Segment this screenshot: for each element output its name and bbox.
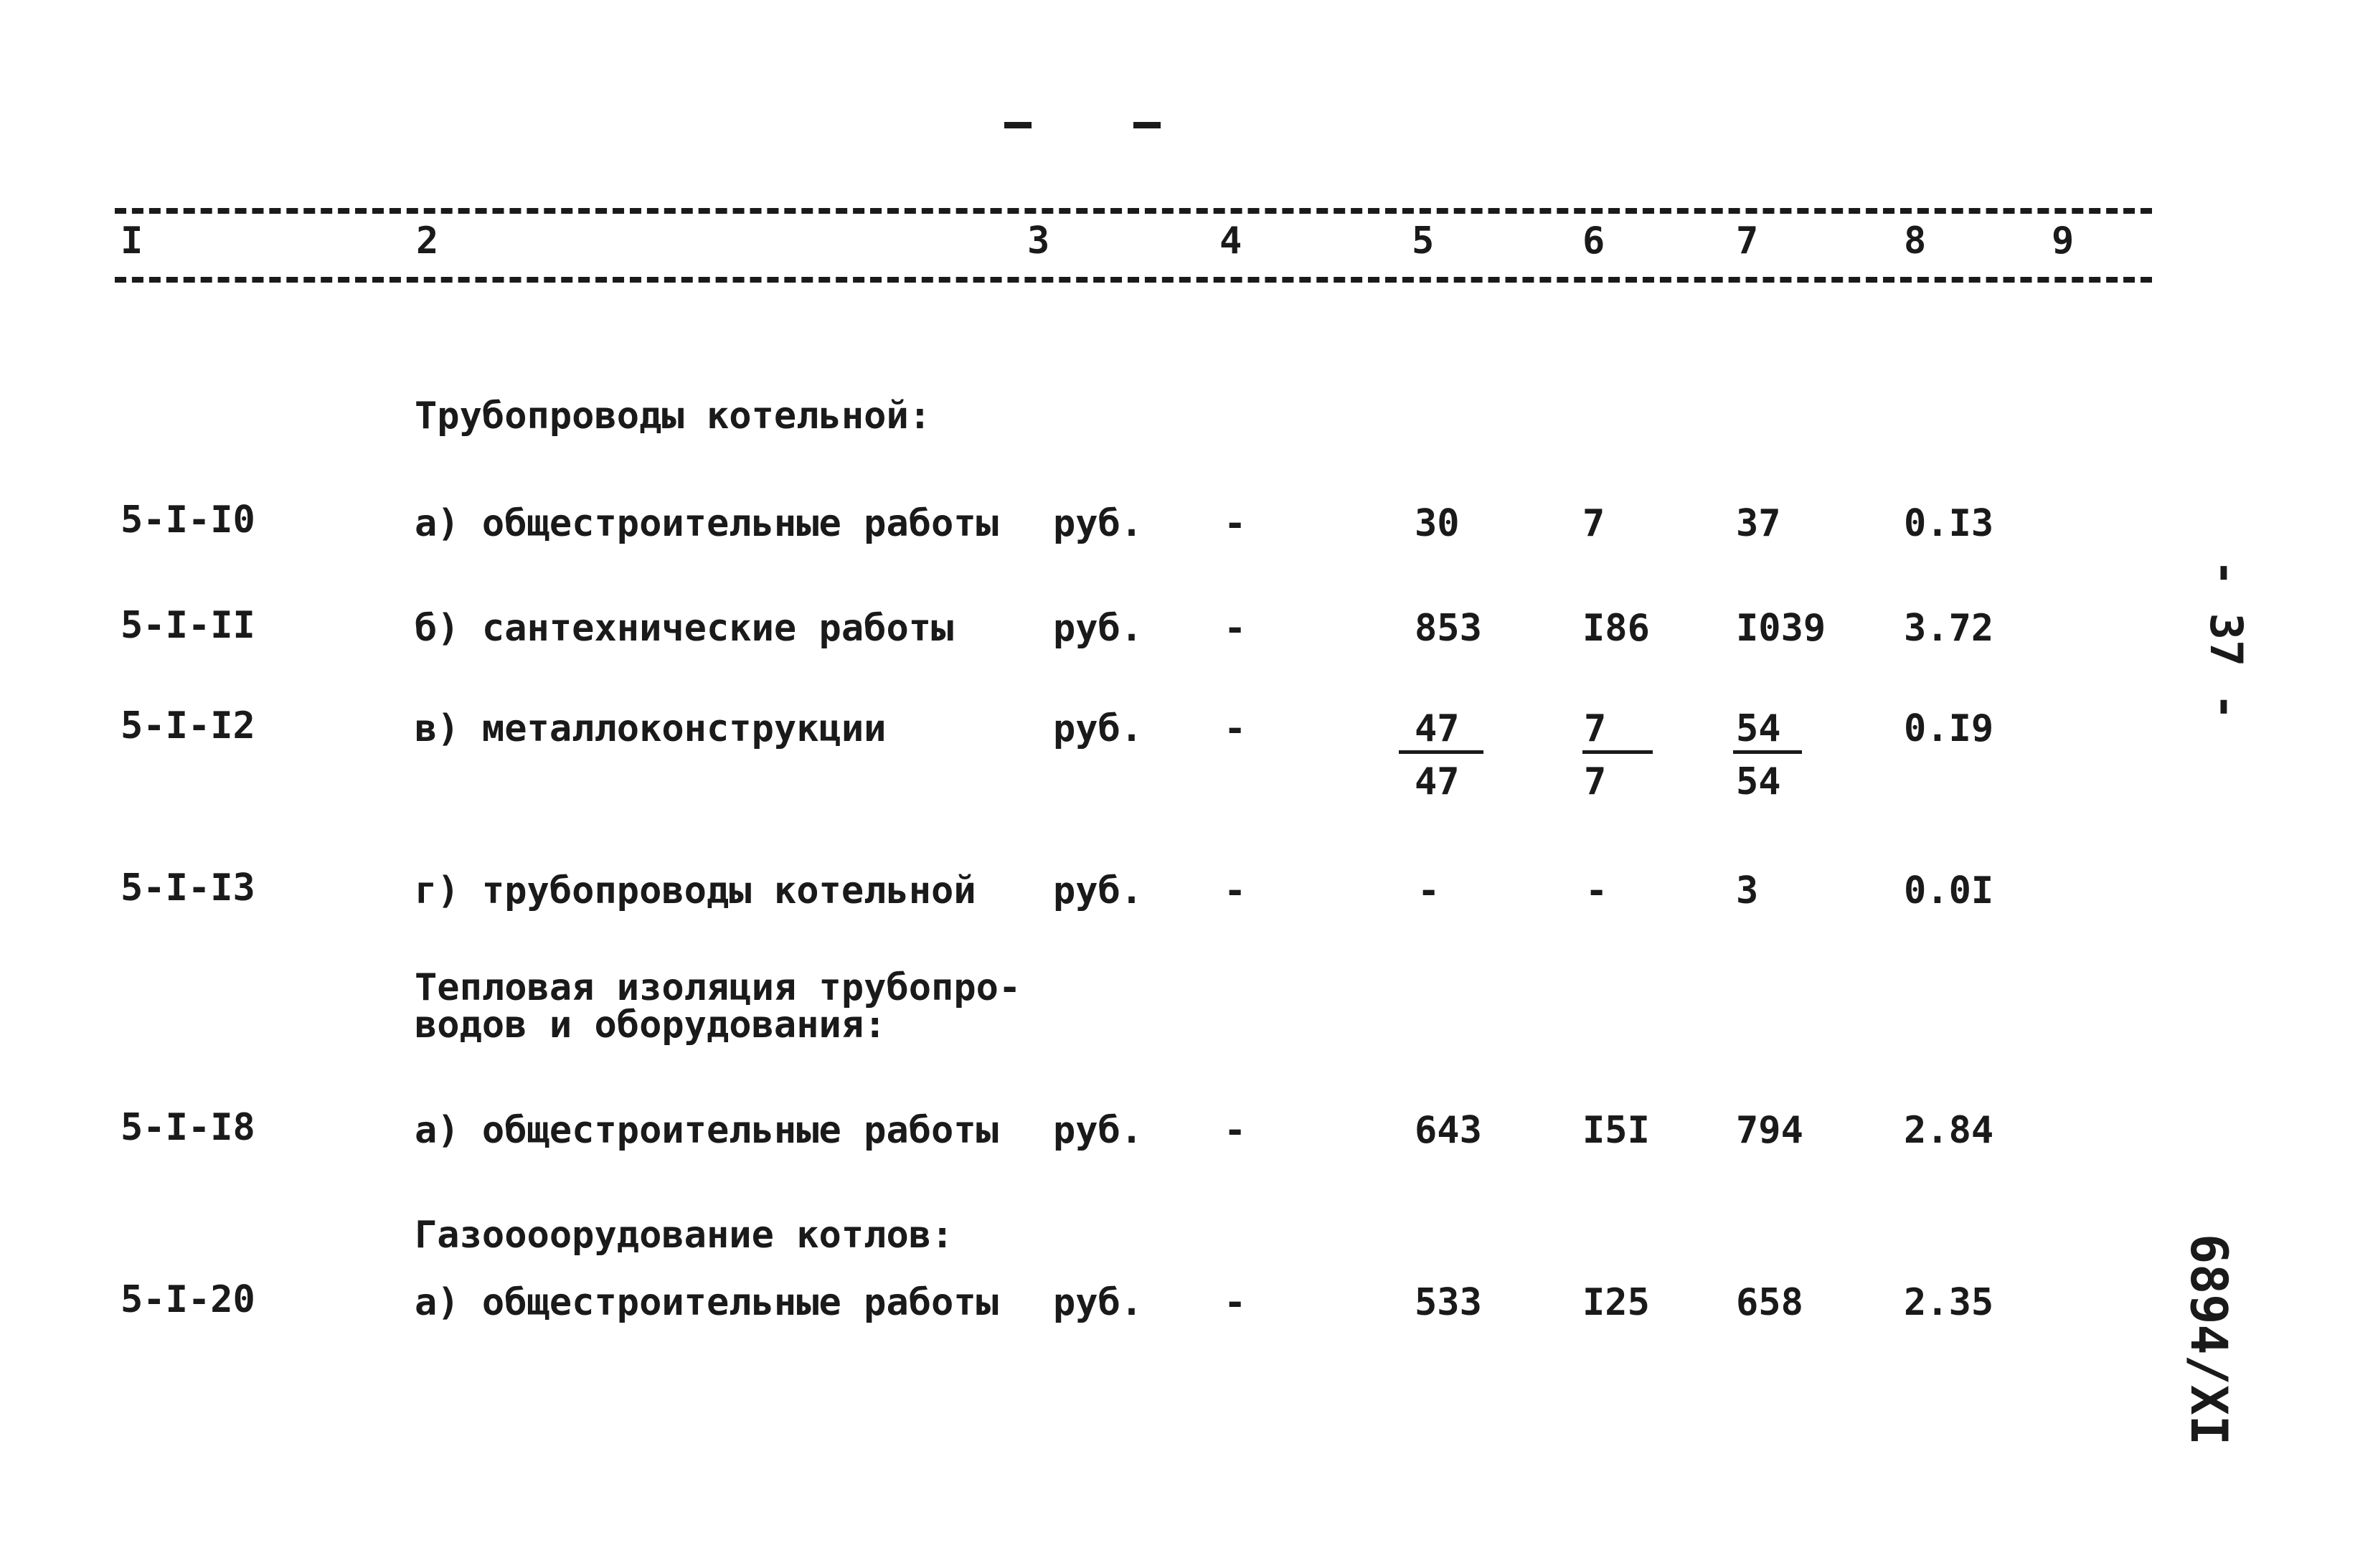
column-header-3: 3: [1027, 219, 1050, 263]
row-code: 5-I-I0: [121, 499, 255, 542]
row-unit: руб.: [1053, 869, 1143, 912]
row-unit: руб.: [1053, 1281, 1143, 1324]
row-col7: 658: [1736, 1281, 1803, 1324]
row-col6: 7: [1582, 502, 1605, 545]
row-col7-numerator: 54: [1736, 707, 1781, 750]
section-heading-insulation-line1: Тепловая изоляция трубопро-: [415, 966, 1021, 1009]
row-name: в) металлоконструкции: [415, 707, 887, 750]
row-col8: 2.35: [1904, 1281, 1994, 1324]
row-code: 5-I-I2: [121, 704, 255, 747]
column-header-2: 2: [416, 219, 439, 263]
row-unit: руб.: [1053, 1109, 1143, 1152]
column-header-4: 4: [1219, 219, 1242, 263]
row-col4: -: [1224, 869, 1247, 912]
column-header-9: 9: [2052, 219, 2075, 263]
row-col5-denominator: 47: [1415, 760, 1460, 803]
page-number: - 37 -: [2200, 559, 2252, 720]
row-col4: -: [1224, 707, 1247, 750]
fraction-line: [1582, 750, 1653, 754]
row-col8: 2.84: [1904, 1109, 1994, 1152]
row-code: 5-I-20: [121, 1278, 255, 1321]
row-code: 5-I-II: [121, 604, 255, 647]
header-rule-top: [115, 208, 2152, 214]
row-col7-denominator: 54: [1736, 760, 1781, 803]
row-col6: I25: [1582, 1281, 1650, 1324]
row-col7: 37: [1736, 502, 1781, 545]
row-col8: 0.0I: [1904, 869, 1994, 912]
row-col4: -: [1224, 502, 1247, 545]
row-code: 5-I-I3: [121, 866, 255, 910]
section-heading-pipelines: Трубопроводы котельной:: [415, 395, 932, 438]
row-col7: 794: [1736, 1109, 1803, 1152]
row-col8: 0.I9: [1904, 707, 1994, 750]
section-heading-insulation-line2: водов и оборудования:: [415, 1003, 887, 1047]
page-top-dash-right: [1133, 122, 1161, 128]
row-col4: -: [1224, 607, 1247, 650]
row-col5: 533: [1415, 1281, 1482, 1324]
row-unit: руб.: [1053, 707, 1143, 750]
row-col7: 3: [1736, 869, 1759, 912]
row-col7: I039: [1736, 607, 1826, 650]
column-header-6: 6: [1582, 219, 1605, 263]
row-col5-numerator: 47: [1415, 707, 1460, 750]
row-unit: руб.: [1053, 607, 1143, 650]
row-col5: 30: [1415, 502, 1460, 545]
row-col4: -: [1224, 1109, 1247, 1152]
row-unit: руб.: [1053, 502, 1143, 545]
row-name: г) трубопроводы котельной: [415, 869, 976, 912]
row-col8: 3.72: [1904, 607, 1994, 650]
column-header-8: 8: [1904, 219, 1927, 263]
row-code: 5-I-I8: [121, 1106, 255, 1149]
row-name: б) сантехнические работы: [415, 607, 954, 650]
row-col6: I86: [1582, 607, 1650, 650]
row-name: а) общестроительные работы: [415, 1281, 999, 1324]
row-col6-numerator: 7: [1584, 707, 1607, 750]
fraction-line: [1399, 750, 1483, 754]
row-col6: -: [1585, 869, 1608, 912]
column-header-1: I: [121, 219, 143, 263]
header-rule-bottom: [115, 277, 2152, 283]
row-col5: 853: [1415, 607, 1482, 650]
section-heading-gas-equipment: Газоооорудование котлов:: [415, 1214, 954, 1257]
row-col4: -: [1224, 1281, 1247, 1324]
column-header-7: 7: [1736, 219, 1759, 263]
row-col5: -: [1417, 869, 1440, 912]
row-col8: 0.I3: [1904, 502, 1994, 545]
fraction-line: [1733, 750, 1802, 754]
row-col6: I5I: [1582, 1109, 1650, 1152]
row-col5: 643: [1415, 1109, 1482, 1152]
row-col6-denominator: 7: [1584, 760, 1607, 803]
page-top-dash-left: [1004, 122, 1032, 128]
column-header-5: 5: [1412, 219, 1435, 263]
row-name: а) общестроительные работы: [415, 502, 999, 545]
row-name: а) общестроительные работы: [415, 1109, 999, 1152]
document-code: 6894/XI: [2179, 1234, 2238, 1446]
